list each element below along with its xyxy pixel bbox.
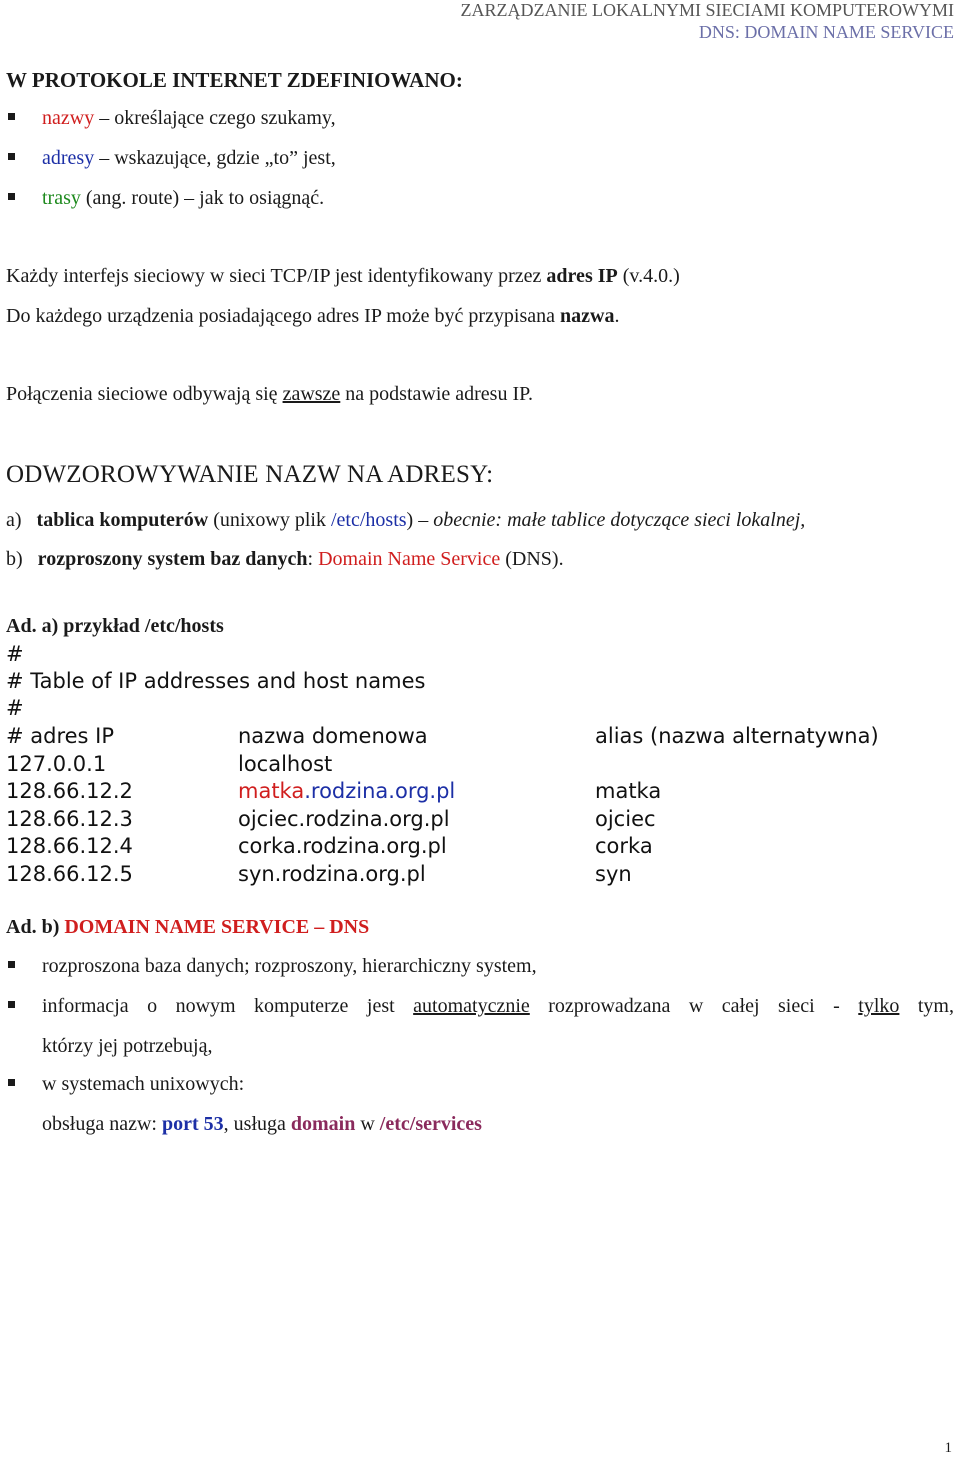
bullet-icon [8,113,15,120]
word: jest [366,995,395,1017]
host-alias: syn [595,862,632,886]
mapping-title: ODWZOROWYWANIE NAZW NA ADRESY: [6,461,494,488]
host-ip: 128.66.12.4 [6,834,133,858]
host-name: syn.rodzina.org.pl [238,862,426,886]
item-a-text2: ) – [406,509,434,531]
protocol-item-addresses [42,147,336,170]
p3-text: Połączenia sieciowe odbywają się [6,383,283,405]
bullet-icon [8,1079,15,1086]
p2-text: Do każdego urządzenia posiadającego adres IP może być przypisana [6,305,561,327]
host-ip: 128.66.12.2 [6,779,133,803]
page-number: 1 [944,1440,952,1456]
p1-bold: adres IP [546,265,618,287]
hosts-title: Ad. a) przykład /etc/hosts [6,615,224,637]
hosts-comment-3: # [6,696,24,720]
paragraph-connections [6,383,533,406]
host-name-red: matka [238,779,305,803]
p1-text: Każdy interfejs sieciowy w sieci TCP/IP jest identyfikowany przez [6,265,547,287]
word: nowym [175,995,236,1017]
dns-item-3: w systemach unixowych: [42,1073,245,1095]
bullet-icon [8,193,15,200]
item-a-bold: tablica komputerów [36,509,209,531]
host-name: corka.rodzina.org.pl [238,834,447,858]
dns-title-red: DOMAIN NAME SERVICE – DNS [64,916,370,938]
word: rozprowadzana [548,995,671,1017]
dns-title-prefix: Ad. b) [6,916,65,938]
word: o [147,995,158,1017]
host-alias: ojciec [595,807,656,831]
term-addresses: adresy [42,147,95,169]
host-ip: 128.66.12.3 [6,807,133,831]
dns-title [6,916,369,939]
paragraph-interface [6,265,680,288]
dns-service-line [42,1113,482,1136]
item-a-label: a) [6,509,22,531]
host-ip: 127.0.0.1 [6,752,107,776]
p2-tail: . [614,305,620,327]
item-a-text1: (unixowy plik [208,509,331,531]
word: w [688,995,704,1017]
item-a-path: /etc/hosts [331,509,407,531]
hosts-header-ip: # adres IP [6,724,115,748]
item-b-red: Domain Name Service [318,548,501,570]
service-port: port 53 [161,1113,224,1135]
word-underlined: tylko [858,995,900,1017]
bullet-icon [8,1001,15,1008]
item-b-label: b) [6,548,23,570]
service-domain: domain [290,1113,356,1135]
header-line1: ZARZĄDZANIE LOKALNYMI SIECIAMI KOMPUTEROWYMI [460,0,954,20]
host-name-blue: .rodzina.org.pl [304,779,456,803]
word: - [833,995,840,1017]
host-name [238,779,455,803]
paragraph-name [6,305,619,328]
item-a-italic: obecnie: małe tablice dotyczące sieci lokalnej, [433,509,806,531]
word: komputerze [254,995,349,1017]
service-text: obsługa nazw: [42,1113,162,1135]
host-name: localhost [238,752,333,776]
desc-routes: (ang. route) – jak to osiągnąć. [80,187,325,209]
p1-tail: (v.4.0.) [617,265,680,287]
service-file: /etc/services [379,1113,482,1135]
mapping-item-a [6,509,805,532]
word: informacja [42,995,129,1017]
p3-tail: na podstawie adresu IP. [340,383,534,405]
host-alias: matka [595,779,662,803]
dns-item-1: rozproszona baza danych; rozproszony, hierarchiczny system, [42,955,537,977]
service-text: , usługa [223,1113,291,1135]
item-b-text1: : [307,548,319,570]
word: tym, [917,995,954,1017]
bullet-icon [8,961,15,968]
dns-item-2-continuation: którzy jej potrzebują, [42,1035,213,1057]
term-routes: trasy [42,187,81,209]
word: całej [721,995,760,1017]
item-b-text2: (DNS). [500,548,564,570]
mapping-item-b [6,548,564,571]
p2-bold: nazwa [560,305,615,327]
p3-underline: zawsze [282,383,341,405]
dns-item-2-justified-line [42,995,954,1018]
protocol-title: W PROTOKOLE INTERNET ZDEFINIOWANO: [6,68,463,92]
term-names: nazwy [42,107,95,129]
hosts-header-name: nazwa domenowa [238,724,428,748]
desc-names: – określające czego szukamy, [94,107,336,129]
bullet-icon [8,153,15,160]
word: sieci [778,995,815,1017]
protocol-item-routes [42,187,324,210]
host-alias: corka [595,834,653,858]
dns-item-2 [42,995,954,1018]
hosts-header-alias: alias (nazwa alternatywna) [595,724,879,748]
host-ip: 128.66.12.5 [6,862,133,886]
hosts-comment-2: # Table of IP addresses and host names [6,669,426,693]
desc-addresses: – wskazujące, gdzie „to” jest, [94,147,336,169]
word-underlined: automatycznie [413,995,530,1017]
host-name: ojciec.rodzina.org.pl [238,807,450,831]
protocol-item-names [42,107,336,130]
service-text: w [355,1113,380,1135]
header-line2: DNS: DOMAIN NAME SERVICE [698,22,954,42]
item-b-bold: rozproszony system baz danych [37,548,308,570]
running-header [461,0,954,43]
hosts-comment-1: # [6,642,24,666]
